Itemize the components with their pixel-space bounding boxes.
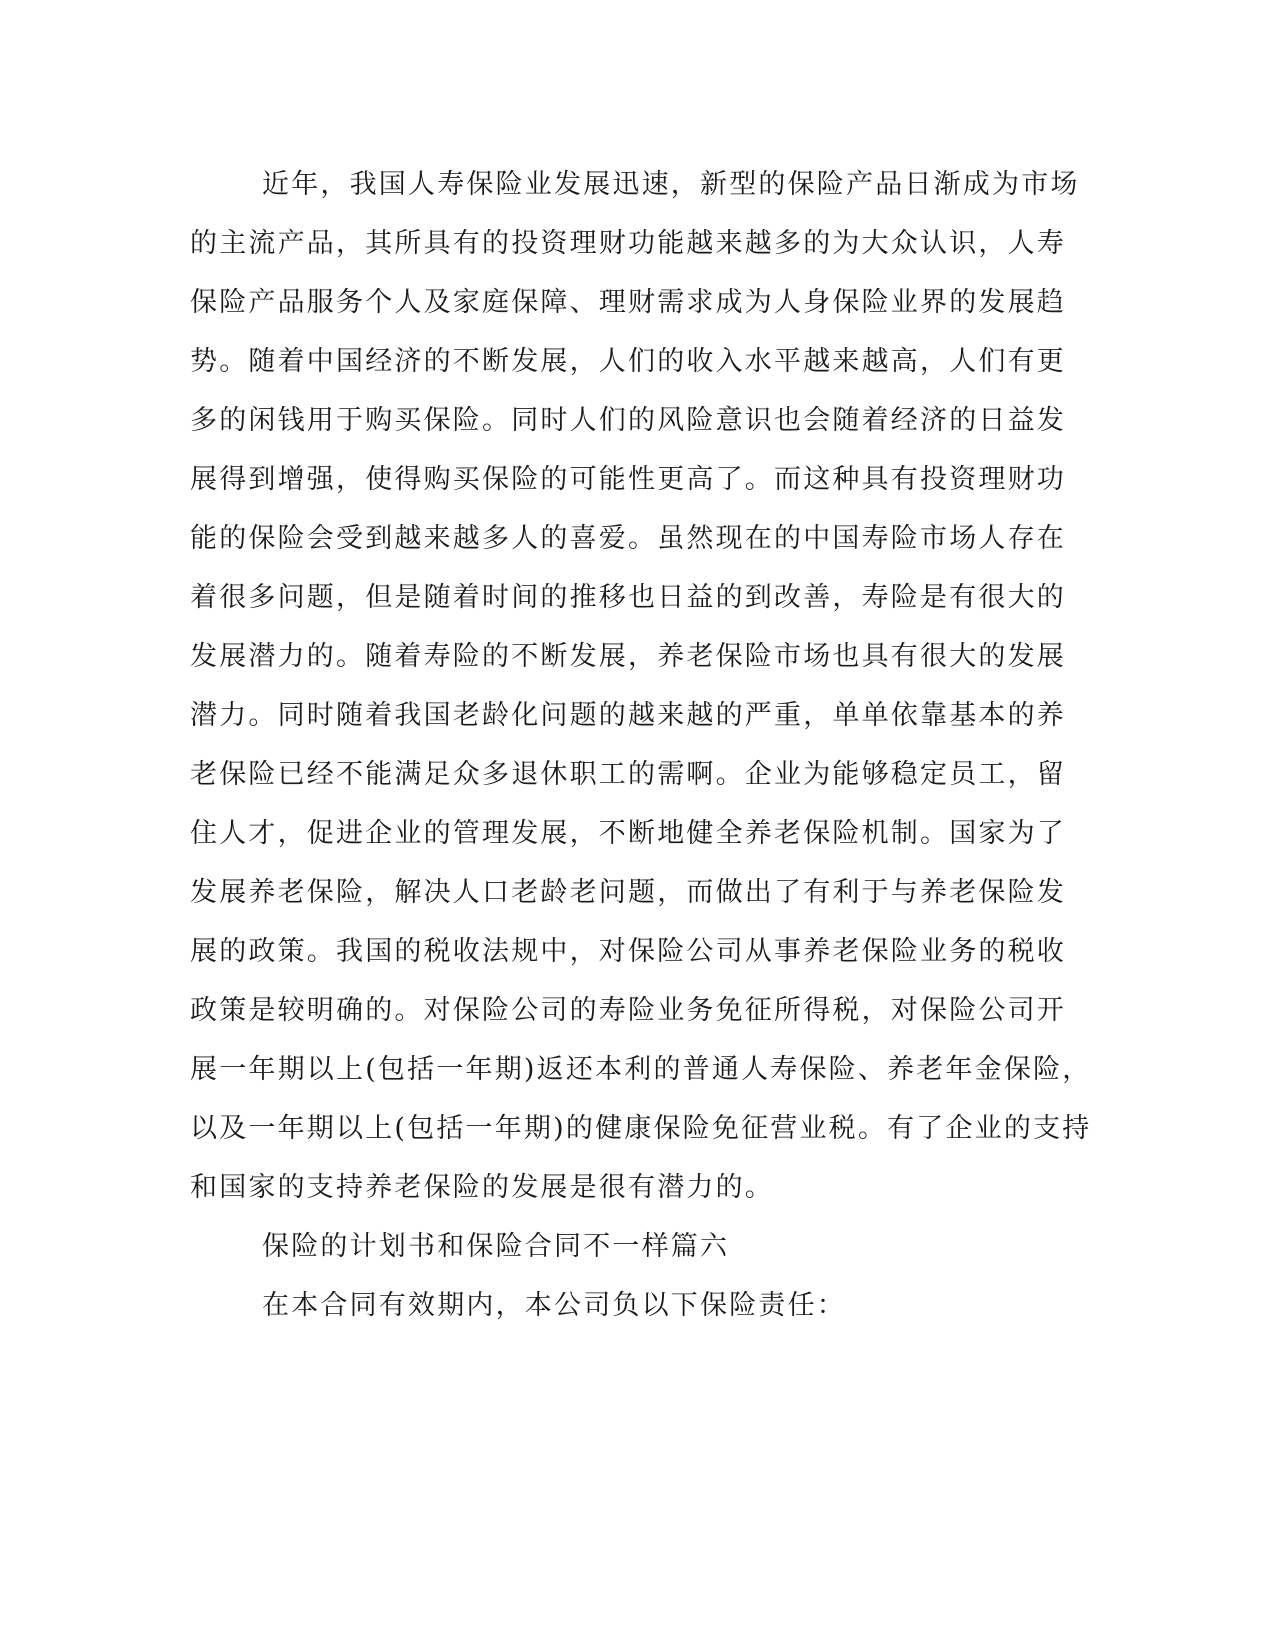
paragraph-line: 住人才，促进企业的管理发展，不断地健全养老保险机制。国家为了 (190, 818, 1066, 849)
paragraph-line: 政策是较明确的。对保险公司的寿险业务免征所得税，对保险公司开 (190, 995, 1066, 1026)
paragraph-line: 近年，我国人寿保险业发展迅速，新型的保险产品日渐成为市场 (262, 169, 1080, 200)
paragraph-line: 多的闲钱用于购买保险。同时人们的风险意识也会随着经济的日益发 (190, 405, 1066, 436)
paragraph-line: 以及一年期以上(包括一年期)的健康保险免征营业税。有了企业的支持 (190, 1113, 1092, 1144)
paragraph-line: 能的保险会受到越来越多人的喜爱。虽然现在的中国寿险市场人存在 (190, 523, 1066, 554)
paragraph-line: 着很多问题，但是随着时间的推移也日益的到改善，寿险是有很大的 (190, 582, 1066, 613)
paragraph-line: 和国家的支持养老保险的发展是很有潜力的。 (190, 1172, 774, 1203)
paragraph-line: 展的政策。我国的税收法规中，对保险公司从事养老保险业务的税收 (190, 936, 1066, 967)
paragraph-line: 老保险已经不能满足众多退休职工的需啊。企业为能够稳定员工，留 (190, 759, 1066, 790)
paragraph-line: 发展养老保险，解决人口老龄老问题，而做出了有利于与养老保险发 (190, 877, 1066, 908)
section-heading: 保险的计划书和保险合同不一样篇六 (262, 1231, 730, 1262)
paragraph-line: 的主流产品，其所具有的投资理财功能越来越多的为大众认识，人寿 (190, 228, 1066, 259)
paragraph-line: 展得到增强，使得购买保险的可能性更高了。而这种具有投资理财功 (190, 464, 1066, 495)
paragraph-line: 潜力。同时随着我国老龄化问题的越来越的严重，单单依靠基本的养 (190, 700, 1066, 731)
paragraph-line: 保险产品服务个人及家庭保障、理财需求成为人身保险业界的发展趋 (190, 287, 1066, 318)
paragraph-line: 发展潜力的。随着寿险的不断发展，养老保险市场也具有很大的发展 (190, 641, 1066, 672)
paragraph-line: 势。随着中国经济的不断发展，人们的收入水平越来越高，人们有更 (190, 346, 1066, 377)
paragraph-text: 在本合同有效期内，本公司负以下保险责任： (262, 1290, 846, 1321)
paragraph-line: 展一年期以上(包括一年期)返还本利的普通人寿保险、养老年金保险， (190, 1054, 1092, 1085)
